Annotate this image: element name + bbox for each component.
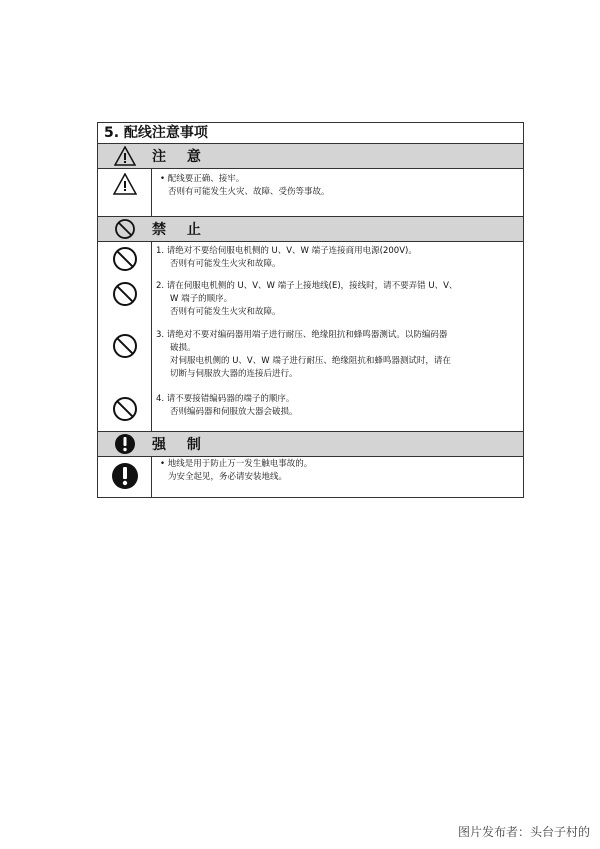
- prohibit-item-line: 3. 请绝对不要对编码器用端子进行耐压、绝缘阻抗和蜂鸣器测试。以防编码器: [156, 330, 448, 340]
- prohibit-item-line: 破损。: [170, 343, 196, 353]
- prohibition-icon: [112, 333, 138, 359]
- caution-item-line: • 配线要正确、接牢。: [160, 174, 245, 184]
- caution-body: [98, 169, 523, 217]
- prohibit-item-4: [156, 393, 298, 419]
- prohibit-header: [98, 217, 523, 242]
- prohibit-item-line: 2. 请在伺服电机侧的 U、V、W 端子上接地线(E)，接线时，请不要弄错 U、V、: [156, 281, 458, 291]
- mandatory-item-line: • 地线是用于防止万一发生触电事故的。: [160, 459, 313, 469]
- mandatory-body: [98, 457, 523, 497]
- mandatory-item-line: 为安全起见，务必请安装地线。: [168, 472, 288, 482]
- prohibition-icon: [98, 218, 152, 240]
- mandatory-exclamation-icon: [111, 462, 139, 490]
- prohibition-icon: [112, 246, 138, 272]
- mandatory-exclamation-icon: [98, 433, 152, 455]
- publisher-credit: 图片发布者：头台子村的: [457, 825, 590, 839]
- prohibit-item-line: 否则编码器和伺服放大器会破损。: [170, 407, 298, 417]
- prohibit-item-1: [156, 245, 417, 271]
- prohibit-item-2: [156, 280, 457, 319]
- prohibit-item-3: [156, 329, 451, 381]
- caution-header: [98, 144, 523, 169]
- prohibit-item-line: W 端子的顺序。: [170, 294, 233, 304]
- mandatory-header-text: 强 制: [152, 437, 209, 453]
- prohibition-icon: [112, 281, 138, 307]
- prohibit-item-line: 1. 请绝对不要给伺服电机侧的 U、V、W 端子连接商用电源(200V)。: [156, 246, 417, 256]
- prohibit-item-line: 切断与伺服放大器的连接后进行。: [170, 369, 298, 379]
- caution-item-line: 否则有可能发生火灾、故障、受伤等事故。: [168, 187, 330, 197]
- prohibit-item-line: 4. 请不要接错编码器的端子的顺序。: [156, 394, 295, 404]
- prohibit-item-line: 对伺服电机侧的 U、V、W 端子进行耐压、绝缘阻抗和蜂鸣器测试时，请在: [170, 356, 451, 366]
- prohibit-item-line: 否则有可能发生火灾和故障。: [170, 259, 281, 269]
- mandatory-header: [98, 432, 523, 457]
- warning-triangle-icon: [98, 146, 152, 166]
- prohibit-header-text: 禁 止: [152, 222, 209, 238]
- prohibit-item-line: 否则有可能发生火灾和故障。: [170, 307, 281, 317]
- wiring-precautions-table: [97, 122, 524, 498]
- prohibition-icon: [112, 396, 138, 422]
- caution-header-text: 注 意: [152, 149, 209, 165]
- prohibit-body: [98, 242, 523, 432]
- section-title: 5. 配线注意事项: [98, 123, 523, 144]
- warning-triangle-icon: [113, 173, 137, 195]
